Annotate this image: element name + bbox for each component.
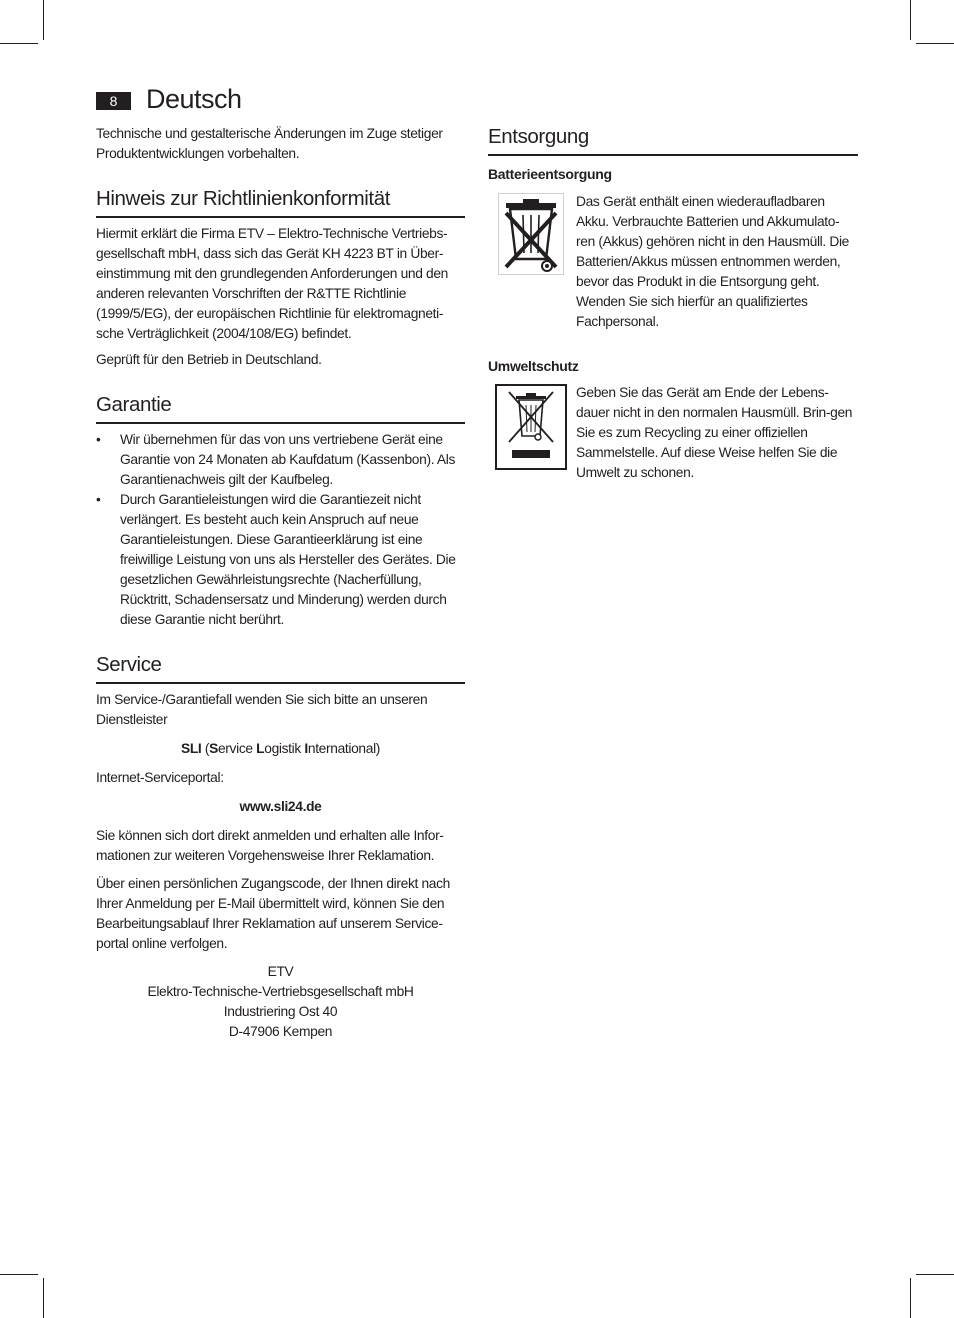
crossed-out-bin-icon: [498, 193, 564, 280]
crop-mark: [43, 1278, 44, 1318]
weee-bin-icon: [495, 384, 567, 475]
service-text: Sie können sich dort direkt anmelden und erhalten alle Infor-mationen zur weiteren Vorgehensweise Ihrer Reklamation.: [96, 828, 444, 863]
address-line: Industriering Ost 40: [223, 1004, 338, 1019]
intro-text: Technische und gestalterische Änderungen im Zuge stetiger Produktentwicklungen vorbehalten.: [96, 126, 443, 161]
warranty-list: [96, 430, 465, 630]
list-item: • Durch Garantieleistungen wird die Garantiezeit nicht verlängert. Es besteht auch kein Anspruch auf neue Garantieleistungen. Diese Garantieerklärung ist eine freiwillige Leistung von uns als Hersteller des Gerätes. Die gesetzlichen Gewährleistungsrechte (Nacherfüllung, Rücktritt, Schadensersatz und Minderung) werden durch diese Garantie nicht berührt.: [96, 492, 456, 627]
crop-mark: [0, 1274, 38, 1275]
crop-mark: [910, 1278, 911, 1318]
service-heading: Service: [96, 652, 465, 684]
warranty-heading: Garantie: [96, 392, 465, 424]
crop-mark: [0, 43, 38, 44]
crop-mark: [43, 0, 44, 40]
left-column: [96, 124, 465, 1042]
language-title: Deutsch: [146, 84, 242, 114]
bullet: •: [96, 492, 101, 507]
conformity-text: Hiermit erklärt die Firma ETV – Elektro-Technische Vertriebs-gesellschaft mbH, dass sich das Gerät KH 4223 BT in Über-einstimmung mit den grundlegenden Anforderungen und den anderen relevanten Vorschriften der R&TTE Richtlinie (1999/5/EG), der europäischen Richtlinie für elektromagneti-sche Verträglichkeit (2004/108/EG) befindet.: [96, 226, 448, 341]
portal-label: Internet-Serviceportal:: [96, 770, 224, 785]
address-line: D-47906 Kempen: [228, 1024, 333, 1039]
battery-text: Das Gerät enthält einen wiederaufladbaren Akku. Verbrauchte Batterien und Akkumulato-ren (Akkus) gehören nicht in den Hausmüll. Die Batterien/Akkus müssen entnommen werden, bevor das Produkt in die Entsorgung geht. Wenden Sie sich hierfür an qualifiziertes Fachpersonal.: [576, 194, 850, 329]
service-intro: Im Service-/Garantiefall wenden Sie sich bitte an unseren Dienstleister: [96, 692, 428, 727]
page-number: 8: [96, 92, 131, 110]
environment-subheading: Umweltschutz: [488, 358, 579, 374]
crop-mark: [916, 1274, 954, 1275]
list-item: • Wir übernehmen für das von uns vertriebene Gerät eine Garantie von 24 Monaten ab Kaufdatum (Kassenbon). Als Garantienachweis gilt der Kaufbeleg.: [96, 432, 456, 487]
service-provider-name: SLI (Service Logistik International): [180, 741, 381, 756]
battery-subheading: Batterieentsorgung: [488, 166, 612, 182]
service-tracking-text: Über einen persönlichen Zugangscode, der Ihnen direkt nach Ihrer Anmeldung per E-Mail übermittelt wird, können Sie den Bearbeitungsablauf Ihrer Reklamation auf unserem Service-portal online verfolgen.: [96, 876, 450, 951]
conformity-germany-text: Geprüft für den Betrieb in Deutschland.: [96, 352, 322, 367]
battery-section: [488, 192, 858, 332]
bullet: •: [96, 432, 101, 447]
crop-mark: [916, 43, 954, 44]
address-line: Elektro-Technische-Vertriebsgesellschaft mbH: [147, 984, 414, 999]
environment-section: [488, 383, 858, 483]
right-column: [488, 124, 858, 483]
portal-url: www.sli24.de: [239, 799, 322, 814]
address-line: ETV: [267, 964, 294, 979]
environment-text: Geben Sie das Gerät am Ende der Lebens-dauer nicht in den normalen Hausmüll. Brin-gen Sie es zum Recycling zu einer offiziellen Sammelstelle. Auf diese Weise helfen Sie die Umwelt zu schonen.: [576, 385, 853, 480]
crop-mark: [910, 0, 911, 40]
disposal-heading: Entsorgung: [488, 124, 858, 156]
company-address: [96, 962, 465, 1042]
conformity-heading: Hinweis zur Richtlinienkonformität: [96, 186, 465, 218]
